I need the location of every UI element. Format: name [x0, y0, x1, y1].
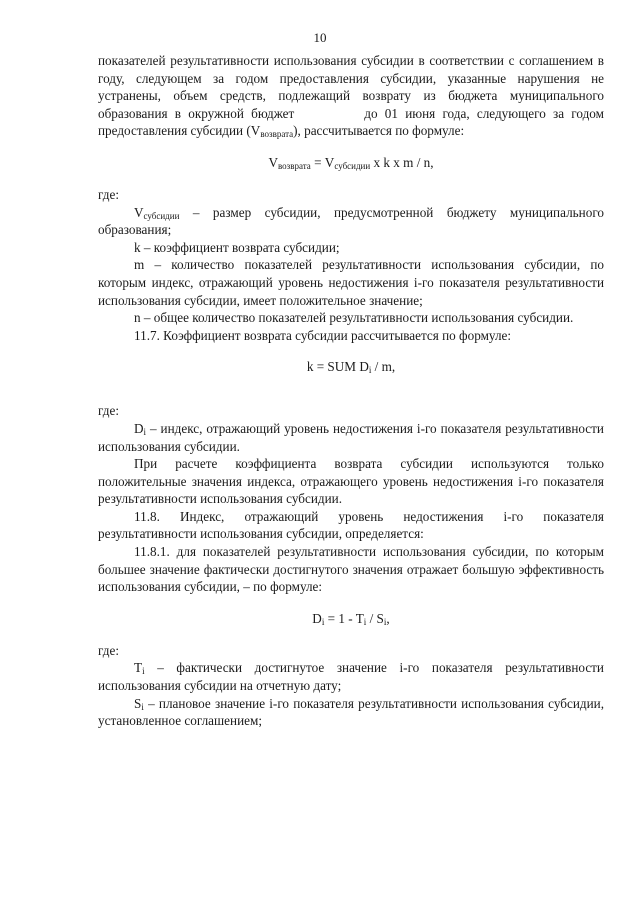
definition-k: k – коэффициент возврата субсидии;: [134, 239, 340, 255]
formula-return: [98, 154, 604, 172]
subscript: возврата: [277, 160, 311, 171]
subscript: субсидии: [334, 160, 371, 171]
definition-t: [98, 659, 604, 694]
subscript: субсидии: [143, 210, 180, 221]
section-11-8-1: 11.8.1. для показателей результативности использования субсидии, по которым большее значение фактически достигнутого значения отражает большую эффективность использования субсидии, – по формуле:: [98, 544, 604, 595]
text-run: – фактически достигнутое значение i-го показателя результативности использования субсидии на отчетную дату;: [98, 660, 604, 694]
definition-s: [98, 695, 604, 730]
subscript: i: [141, 701, 144, 712]
text-run: T: [134, 660, 143, 676]
subscript: i: [363, 616, 367, 627]
note-positive-values: При расчете коэффициента возврата субсидии используются только положительные значения индекса, отражающего уровень недостижения i-го показателя результативности использования субсидии.: [98, 456, 604, 507]
where-label: где:: [98, 642, 119, 658]
text-run: – размер субсидии, предусмотренной бюджету муниципального образования;: [98, 204, 604, 238]
section-11-7: 11.7. Коэффициент возврата субсидии рассчитывается по формуле:: [134, 327, 512, 343]
formula-text: / m,: [371, 359, 396, 375]
subscript: i: [368, 365, 372, 376]
where-label: где:: [98, 403, 119, 419]
text-run: D: [134, 420, 144, 436]
formula-text: ,: [386, 610, 390, 626]
subscript: i: [142, 666, 145, 677]
formula-text: x k x m / n,: [370, 154, 434, 170]
where-label: где:: [98, 186, 119, 202]
section-11-8: 11.8. Индекс, отражающий уровень недостижения i-го показателя результативности использования субсидии, определяется:: [98, 508, 604, 542]
formula-text: V: [268, 154, 278, 170]
text-run: ), рассчитывается по формуле:: [293, 123, 465, 139]
paragraph-return-amount: [98, 52, 604, 140]
text-run: – индекс, отражающий уровень недостижения i-го показателя результативности использования субсидии.: [98, 420, 604, 454]
definition-n: n – общее количество показателей результативности использования субсидии.: [134, 310, 574, 326]
text-run: до 01 июня года, следующего за годом предоставления субсидии (V: [98, 105, 604, 139]
subscript: i: [383, 616, 387, 627]
definition-v-subsidy: [98, 204, 604, 239]
formula-text: D: [312, 610, 322, 626]
formula-k: [98, 358, 604, 376]
formula-d: [98, 610, 604, 628]
definition-d: [98, 420, 604, 455]
formula-text: / S: [366, 610, 384, 626]
subscript: i: [143, 426, 147, 437]
subscript: i: [321, 616, 325, 627]
formula-text: k = SUM D: [306, 359, 369, 375]
document-body: [98, 52, 604, 730]
formula-text: = 1 - T: [324, 610, 364, 626]
page-number: 10: [313, 30, 327, 45]
subscript: возврата: [260, 129, 294, 140]
text-run: показателей результативности использования субсидии в соответствии с соглашением в году, следующем за годом предоставления субсидии, указанные нарушения не устранены, объем средств, подлежащий возврату из бюджета муниципального образования в окружной бюджет: [98, 53, 604, 121]
text-run: S: [134, 695, 142, 711]
text-run: V: [134, 204, 144, 220]
definition-m: m – количество показателей результативности использования субсидии, по которым индекс, отражающий уровень недостижения i-го показателя результативности использования субсидии, имеет положительное значение;: [98, 257, 604, 308]
text-run: – плановое значение i-го показателя результативности использования субсидии, установленное соглашением;: [98, 695, 604, 729]
formula-text: = V: [310, 154, 335, 170]
